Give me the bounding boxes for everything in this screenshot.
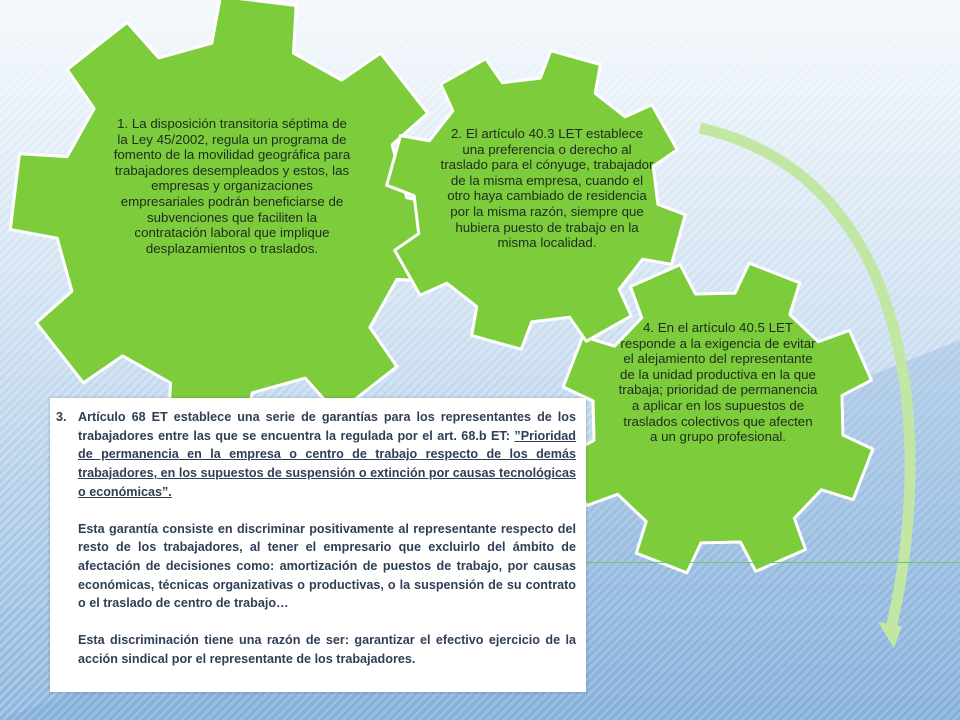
paragraph-1-quote: ”Prioridad de permanencia en la empresa o centro de trabajo respecto de los demás trabajadores, en los supuestos de suspensión o extinción por causas tecnológicas o económicas”.	[78, 428, 576, 499]
gear-1-text: 1. La disposición transitoria séptima de la Ley 45/2002, regula un programa de fomento de la movilidad geográfica para trabajadores desempleados y estos, las empresas y organizaciones empresariales podrán beneficiarse de subvenciones que faciliten la contratación laboral que implique desplazamientos o traslados.	[113, 116, 351, 256]
paragraph-3: Esta discriminación tiene una razón de ser: garantizar el efectivo ejercicio de la acción sindical por el representante de los trabajadores.	[78, 633, 576, 666]
article-68-box	[50, 398, 586, 692]
paragraph-2: Esta garantía consiste en discriminar positivamente al representante respecto del resto de los trabajadores, al tener el empresario que excluirlo del ámbito de afectación de decisiones como: amortización de puestos de trabajo, por causas económicas, técnicas organizativas o productivas, o la suspensión de su contrato o el traslado de centro de trabajo…	[78, 521, 576, 611]
article-68-text	[78, 408, 576, 686]
item-number: 3.	[56, 410, 67, 424]
divider-line	[586, 562, 960, 563]
paragraph-1-intro: Artículo 68 ET establece una serie de garantías para los representantes de los trabajadores entre las que se encuentra la regulada por el art. 68.b ET:	[78, 410, 576, 443]
gear-2-text: 2. El artículo 40.3 LET establece una preferencia o derecho al traslado para el cónyuge, trabajador de la misma empresa, cuando el otro haya cambiado de residencia por la misma razón, siempre que hubiera puesto de trabajo en la misma localidad.	[440, 126, 654, 251]
arrow-head-icon	[878, 622, 902, 648]
gear-4-text: 4. En el artículo 40.5 LET responde a la exigencia de evitar el alejamiento del representante de la unidad productiva en la que trabaja; prioridad de permanencia a aplicar en los supuestos de traslados colectivos que afecten a un grupo profesional.	[618, 320, 818, 445]
paragraph-1	[78, 408, 576, 502]
